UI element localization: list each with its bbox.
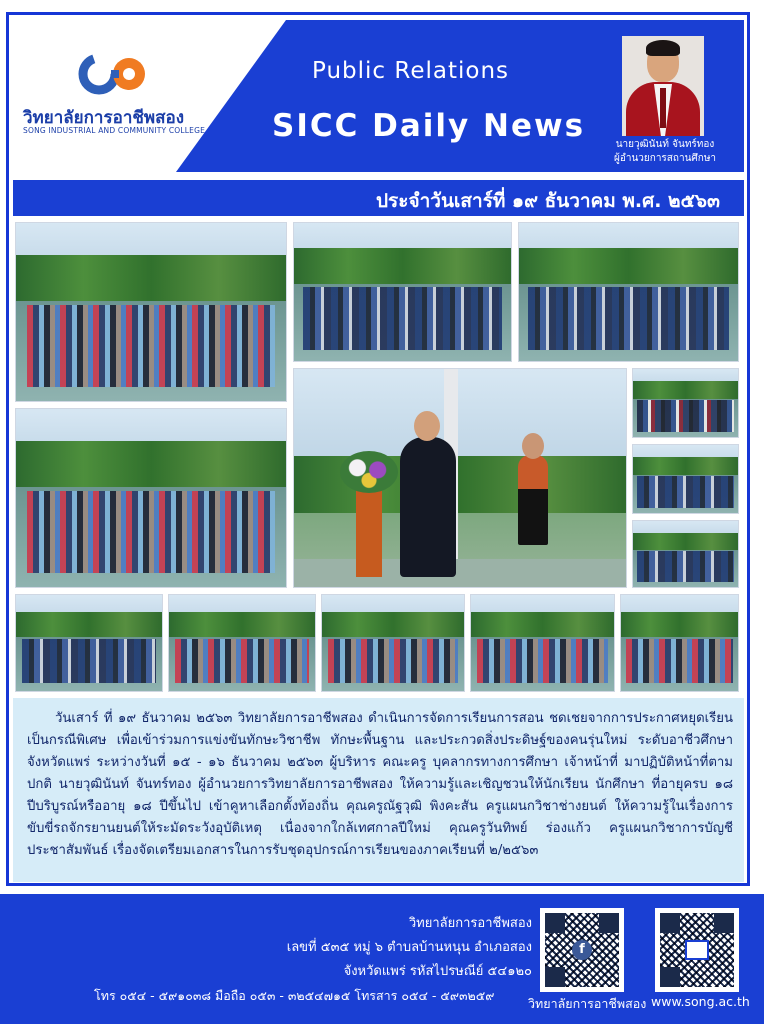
date-bar xyxy=(13,180,744,216)
contact-numbers: โทร ๐๕๔ - ๕๙๑๐๓๘ มือถือ ๐๕๓ - ๓๒๕๔๗๑๕ โทรสาร ๐๕๔ - ๕๙๓๒๕๙ xyxy=(94,988,495,1003)
event-photo-5 xyxy=(632,368,739,438)
college-name-thai: วิทยาลัยการอาชีพสอง xyxy=(23,108,184,128)
event-photo-8 xyxy=(15,594,163,692)
event-photo-11 xyxy=(470,594,615,692)
event-photo-2 xyxy=(293,222,512,362)
daily-news-title: SICC Daily News xyxy=(272,108,586,144)
event-photo-10 xyxy=(321,594,465,692)
director-speech-photo xyxy=(293,368,627,588)
event-photo-6 xyxy=(632,444,739,514)
director-photo xyxy=(622,36,704,136)
director-name: นายวุฒินันท์ จันทร์ทอง xyxy=(615,139,715,150)
footer-address-line: เลขที่ ๕๓๕ หมู่ ๖ ตำบลบ้านหนุน อำเภอสอง xyxy=(286,940,532,955)
public-relations-title: Public Relations xyxy=(312,58,510,84)
issue-date: ประจำวันเสาร์ที่ ๑๙ ธันวาคม พ.ศ. ๒๕๖๓ xyxy=(376,190,720,212)
website-qr-code-icon[interactable] xyxy=(655,908,739,992)
article-body: วันเสาร์ ที่ ๑๙ ธันวาคม ๒๕๖๓ วิทยาลัยการอาชีพสอง ดำเนินการจัดการเรียนการสอน ชดเชยจากการประกาศหยุดเรียนเป็นกรณีพิเศษ เพื่อเข้าร่วมการแข่งขันทักษะวิชาชีพ ทักษะพื้นฐาน และประกวดสิ่งประดิษฐ์ของคนรุ่นใหม่ ระดับอาชีวศึกษาจังหวัดแพร่ ระหว่างวันที่ ๑๕ - ๑๖ ธันวาคม ๒๕๖๓ ผู้บริหาร คณะครู บุคลากรทางการศึกษา เจ้าหน้าที่ มาปฏิบัติหน้าที่ตามปกติ นายวุฒินันท์ จันทร์ทอง ผู้อำนวยการวิทยาลัยการอาชีพสอง ให้ความรู้และเชิญชวนให้นักเรียน นักศึกษา ที่อายุครบ ๑๘ ปีบริบูรณ์หรืออายุ ๑๘ ปีขึ้นไป เข้าคูหาเลือกตั้งท้องถิ่น คุณครูณัฐวุฒิ พิงคะสัน ครูแผนกวิชาช่างยนต์ ให้ความรู้ในเรื่องการขับขี่รถจักรยานยนต์ให้ระมัดระวังอุบัติเหตุ เนื่องจากใกล้เทศกาลปีใหม่ คุณครูวันทิพย์ ร่องแก้ว ครูแผนกวิชาการบัญชี ประชาสัมพันธ์ เรื่องจัดเตรียมเอกสารในการรับชุดอุปกรณ์การเรียนของภาคเรียนที่ ๒/๒๕๖๓ xyxy=(27,711,733,858)
footer-province-line: จังหวัดแพร่ รหัสไปรษณีย์ ๕๔๑๒๐ xyxy=(343,964,532,979)
news-article xyxy=(13,698,744,882)
director-position: ผู้อำนวยการสถานศึกษา xyxy=(613,153,717,164)
event-photo-9 xyxy=(168,594,316,692)
event-photo-1 xyxy=(15,222,287,402)
event-photo-4 xyxy=(15,408,287,588)
facebook-qr-code-icon[interactable]: f xyxy=(540,908,624,992)
event-photo-7 xyxy=(632,520,739,588)
director-caption xyxy=(590,138,740,166)
facebook-qr-caption: วิทยาลัยการอาชีพสอง xyxy=(528,996,647,1011)
sicc-logo-icon xyxy=(77,50,153,98)
college-name-english: SONG INDUSTRIAL AND COMMUNITY COLLEGE xyxy=(23,126,206,135)
footer-college-name: วิทยาลัยการอาชีพสอง xyxy=(408,916,532,931)
event-photo-3 xyxy=(518,222,739,362)
college-address xyxy=(287,912,532,984)
footer xyxy=(0,894,764,1024)
event-photo-12 xyxy=(620,594,739,692)
website-url[interactable]: www.song.ac.th xyxy=(651,994,750,1009)
